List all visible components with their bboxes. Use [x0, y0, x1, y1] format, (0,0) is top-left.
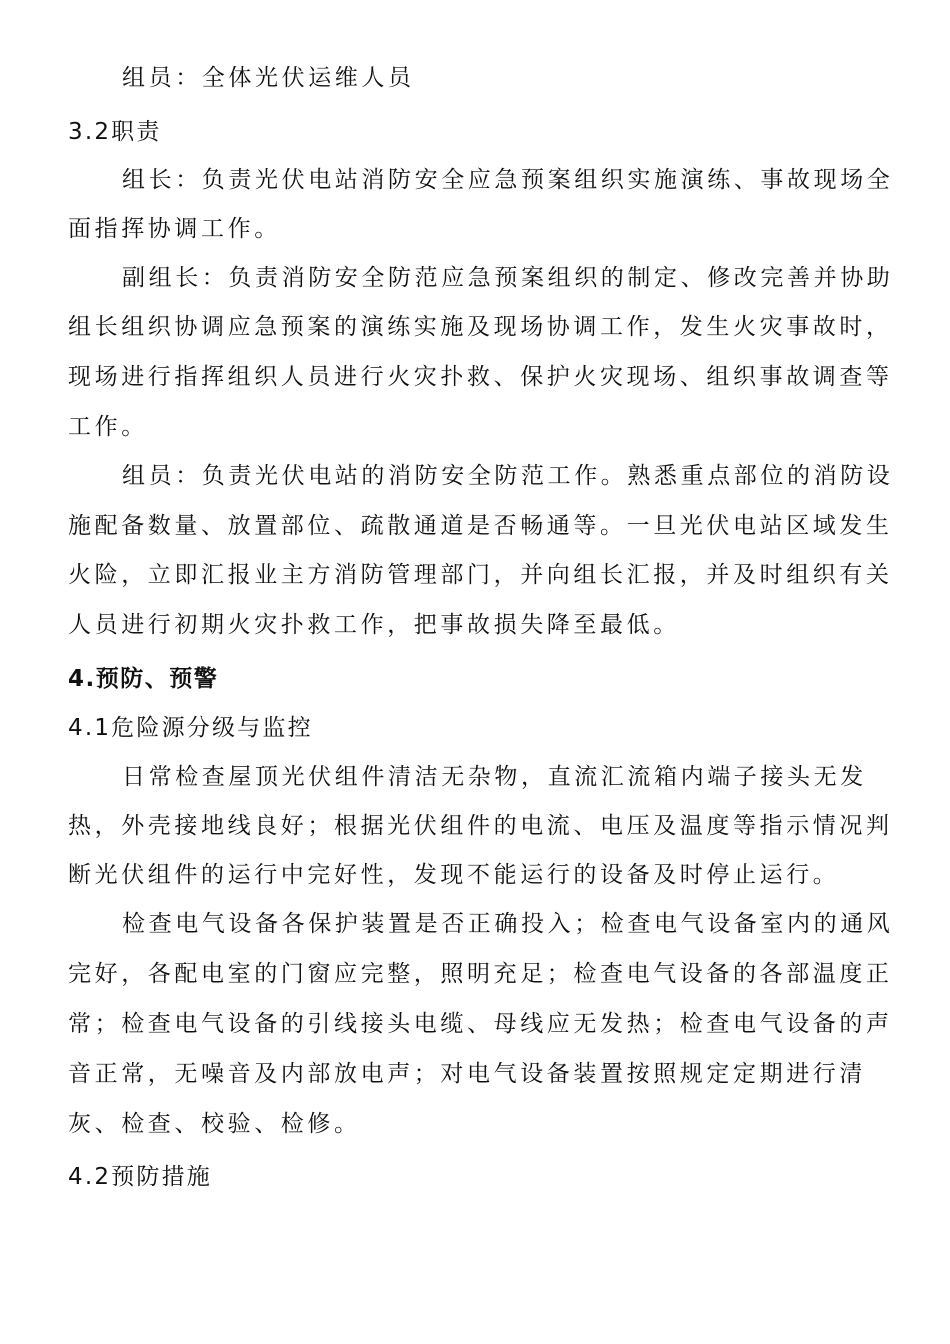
paragraph-members: 组员：全体光伏运维人员 [122, 65, 415, 91]
paragraph-line: 现场进行指挥组织人员进行火灾扑救、保护火灾现场、组织事故调查等 [68, 364, 893, 390]
paragraph-line: 工作。 [68, 414, 148, 440]
paragraph-line: 面指挥协调工作。 [68, 216, 281, 242]
paragraph-line: 施配备数量、放置部位、疏散通道是否畅通等。一旦光伏电站区域发生 [68, 513, 893, 539]
paragraph-line: 人员进行初期火灾扑救工作，把事故损失降至最低。 [68, 612, 680, 638]
paragraph-line: 副组长：负责消防安全防范应急预案组织的制定、修改完善并协助 [122, 265, 894, 291]
section-heading-4-1: 4.1危险源分级与监控 [68, 715, 313, 741]
paragraph-line: 常；检查电气设备的引线接头电缆、母线应无发热；检查电气设备的声 [68, 1011, 893, 1037]
paragraph-line: 热，外壳接地线良好；根据光伏组件的电流、电压及温度等指示情况判 [68, 813, 893, 839]
paragraph-line: 火险，立即汇报业主方消防管理部门，并向组长汇报，并及时组织有关 [68, 562, 893, 588]
paragraph-line: 组长：负责光伏电站消防安全应急预案组织实施演练、事故现场全 [122, 167, 894, 193]
paragraph-line: 组长组织协调应急预案的演练实施及现场协调工作，发生火灾事故时， [68, 314, 893, 340]
paragraph-line: 日常检查屋顶光伏组件清洁无杂物，直流汇流箱内端子接头无发 [122, 764, 867, 790]
paragraph-line: 检查电气设备各保护装置是否正确投入；检查电气设备室内的通风 [122, 911, 894, 937]
section-heading-3-2: 3.2职责 [68, 119, 162, 145]
section-heading-4: 4.预防、预警 [68, 666, 219, 692]
paragraph-line: 组员：负责光伏电站的消防安全防范工作。熟悉重点部位的消防设 [122, 463, 894, 489]
paragraph-line: 灰、检查、校验、检修。 [68, 1111, 361, 1137]
paragraph-line: 断光伏组件的运行中完好性，发现不能运行的设备及时停止运行。 [68, 862, 840, 888]
paragraph-line: 完好，各配电室的门窗应完整，照明充足；检查电气设备的各部温度正 [68, 961, 893, 987]
paragraph-line: 音正常，无噪音及内部放电声；对电气设备装置按照规定定期进行清 [68, 1061, 866, 1087]
section-heading-4-2: 4.2预防措施 [68, 1164, 212, 1190]
